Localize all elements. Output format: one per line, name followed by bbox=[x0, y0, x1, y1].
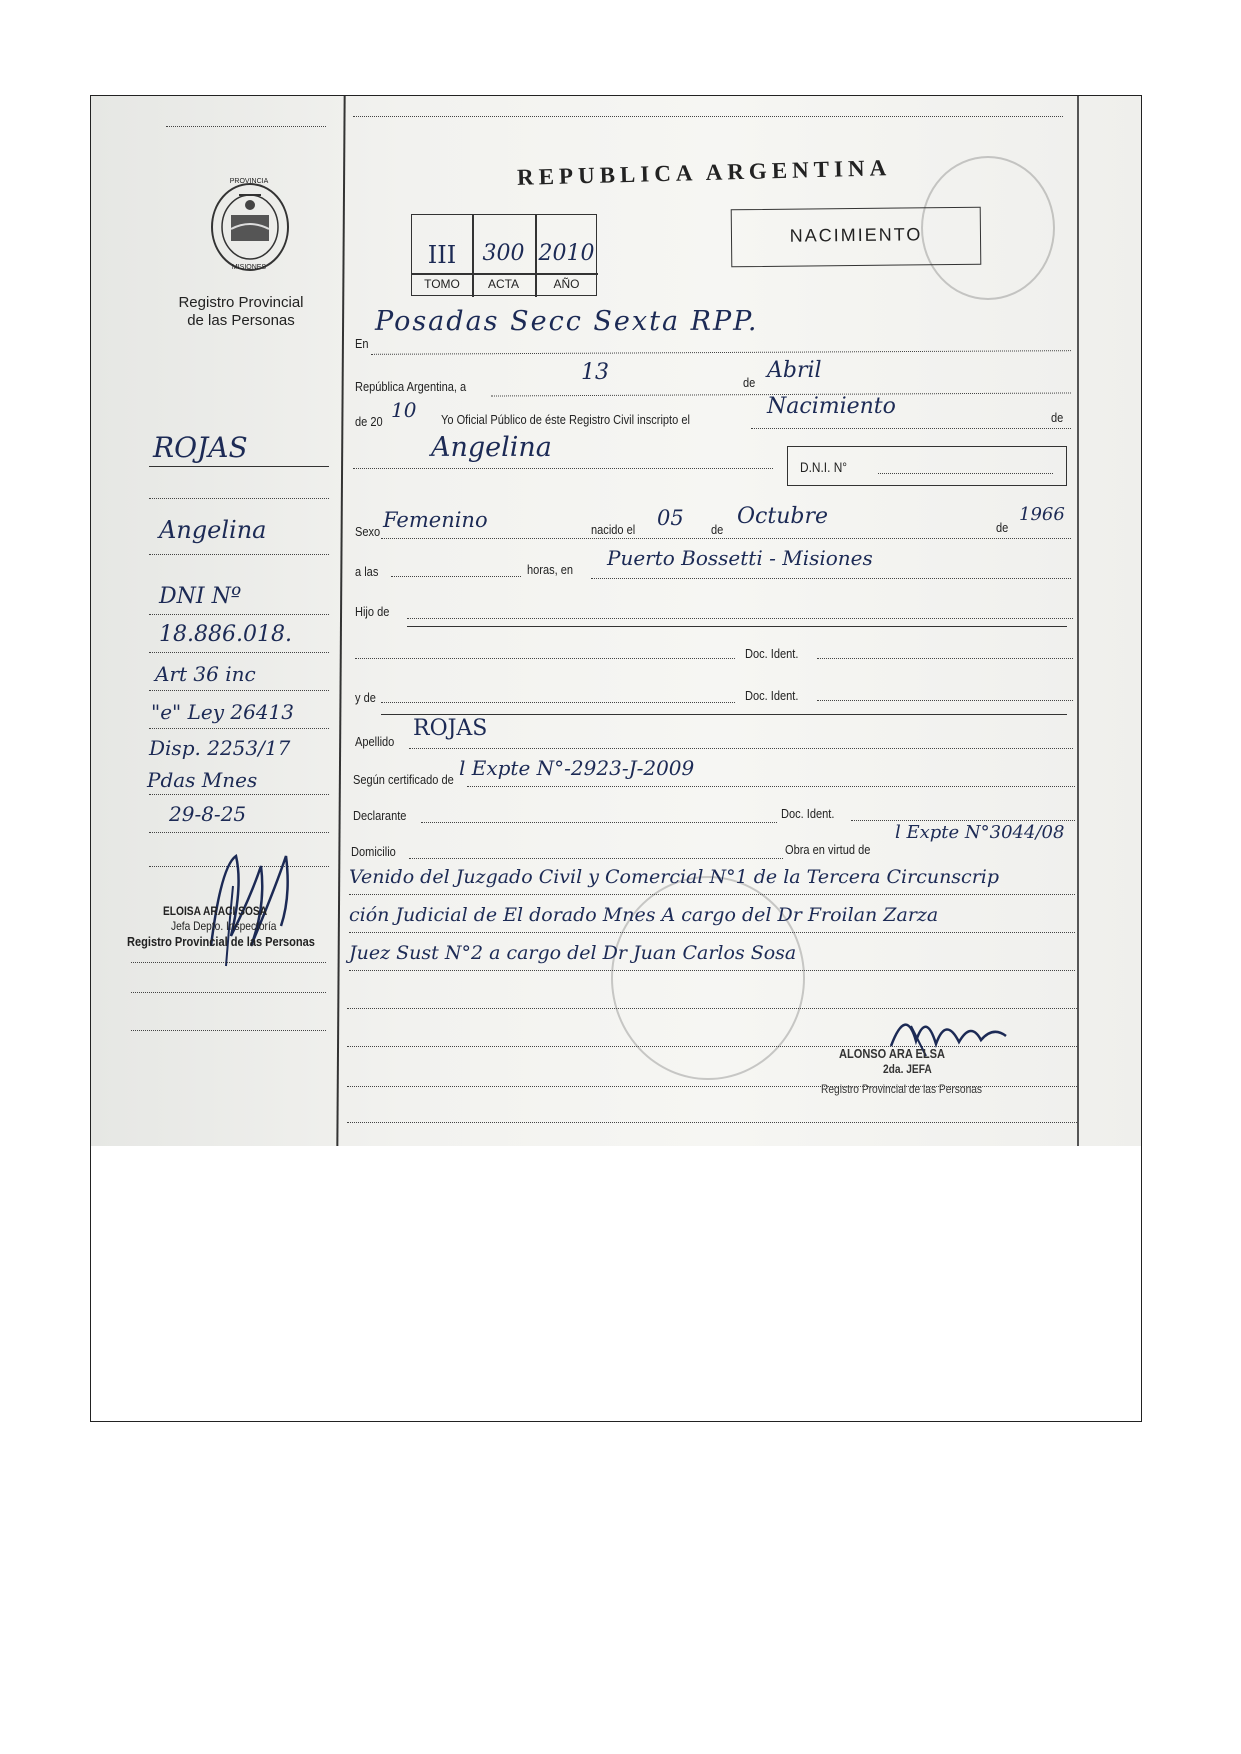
signer-name: ELOISA ARACI SOSA bbox=[163, 904, 268, 918]
sidebar-line-6 bbox=[149, 728, 329, 729]
note-dni: 18.886.018. bbox=[159, 622, 292, 647]
remarks-underline-3 bbox=[349, 970, 1075, 971]
registry-line-1: Registro Provincial bbox=[178, 294, 304, 311]
day-value: 13 bbox=[581, 360, 609, 385]
note-disp: Disp. 2253/17 bbox=[149, 736, 291, 760]
remarks-line-1: Venido del Juzgado Civil y Comercial N°1 de la Tercera Circunscrip bbox=[349, 866, 1000, 888]
sidebar-line-4 bbox=[149, 652, 329, 653]
signer-role: Jefa Depto. Inspectoría bbox=[171, 919, 277, 933]
stamp-role: 2da. JEFA bbox=[883, 1062, 932, 1076]
registry-line-2: de las Personas bbox=[187, 312, 295, 329]
month-value: Abril bbox=[767, 358, 822, 383]
seal-text-top: PROVINCIA bbox=[229, 178, 269, 185]
remarks-line-2: ción Judicial de El dorado Mnes A cargo del Dr Froilan Zarza bbox=[349, 904, 939, 926]
note-date: 29-8-25 bbox=[169, 802, 247, 826]
domicilio-label: Domicilio bbox=[351, 844, 396, 859]
doc-ident-line-3 bbox=[851, 820, 1075, 821]
segun-line bbox=[467, 786, 1075, 787]
obra-label: Obra en virtud de bbox=[785, 842, 871, 857]
sidebar-line-5 bbox=[149, 690, 329, 691]
sidebar-line-2 bbox=[149, 554, 329, 555]
yde-line bbox=[381, 702, 735, 703]
birth-month: Octubre bbox=[737, 504, 828, 529]
dni-box bbox=[787, 446, 1067, 486]
sidebar-line-10 bbox=[131, 962, 326, 963]
month-de-label: de bbox=[743, 375, 756, 390]
segun-value: l Expte N°-2923-J-2009 bbox=[459, 756, 695, 780]
note-surname-underline bbox=[149, 466, 329, 467]
sidebar-line-11 bbox=[131, 992, 326, 993]
acta-label: ACTA bbox=[487, 277, 520, 291]
tomo-value: III bbox=[427, 241, 457, 269]
signer-org: Registro Provincial de las Personas bbox=[127, 934, 315, 949]
sexo-line bbox=[381, 538, 1071, 539]
nacido-label: nacido el bbox=[591, 522, 636, 537]
birth-day: 05 bbox=[657, 506, 684, 530]
stamp-org: Registro Provincial de las Personas bbox=[821, 1082, 983, 1096]
alas-label: a las bbox=[355, 564, 379, 579]
horas-label: horas, en bbox=[527, 562, 574, 577]
apellido-line bbox=[409, 748, 1073, 749]
sidebar-line-12 bbox=[131, 1030, 326, 1031]
note-place: Pdas Mnes bbox=[147, 768, 258, 792]
record-type-box bbox=[731, 207, 982, 268]
anio-value: 2010 bbox=[538, 241, 595, 266]
segun-label: Según certificado de bbox=[353, 772, 454, 787]
de20-label: de 20 bbox=[355, 414, 383, 429]
hijo-solid-line bbox=[407, 626, 1067, 627]
dni-line bbox=[878, 473, 1053, 474]
de-label-3: de bbox=[1051, 410, 1064, 425]
note-surname: ROJAS bbox=[153, 431, 248, 464]
remarks-underline-2 bbox=[349, 932, 1075, 933]
country-title: REPUBLICA ARGENTINA bbox=[516, 155, 892, 190]
domicilio-line bbox=[409, 858, 783, 859]
anio-label: AÑO bbox=[553, 277, 580, 291]
record-type: NACIMIENTO bbox=[789, 224, 923, 246]
doc-line-1 bbox=[355, 658, 735, 659]
document-frame bbox=[90, 95, 1142, 1422]
apellido-label: Apellido bbox=[355, 734, 395, 749]
remarks-underline-7 bbox=[347, 1122, 1077, 1123]
dni-label: D.N.I. N° bbox=[800, 459, 848, 475]
note-name: Angelina bbox=[159, 516, 267, 544]
sidebar-line-7 bbox=[149, 794, 329, 795]
obra-value: l Expte N°3044/08 bbox=[895, 822, 1065, 843]
sexo-value: Femenino bbox=[383, 508, 488, 532]
sidebar-signature bbox=[191, 826, 311, 976]
doc-ident-line-1 bbox=[817, 658, 1073, 659]
declarante-label: Declarante bbox=[353, 808, 407, 823]
misiones-seal-icon bbox=[209, 181, 291, 273]
alas-line bbox=[391, 576, 521, 577]
sidebar-line-3 bbox=[149, 614, 329, 615]
sexo-label: Sexo bbox=[355, 524, 381, 539]
place-value: Puerto Bossetti - Misiones bbox=[607, 546, 873, 570]
en-value: Posadas Secc Sexta RPP. bbox=[375, 306, 759, 337]
yde-label: y de bbox=[355, 690, 376, 705]
apellido-value: ROJAS bbox=[413, 716, 488, 741]
place-line bbox=[591, 578, 1071, 579]
year-value: 10 bbox=[391, 398, 417, 422]
tomo-label: TOMO bbox=[424, 277, 460, 291]
note-art: Art 36 inc bbox=[155, 662, 256, 686]
birth-de-label: de bbox=[711, 522, 724, 537]
oficial-label: Yo Oficial Público de éste Registro Civil inscripto el bbox=[441, 412, 690, 427]
inscripto-value: Nacimiento bbox=[767, 394, 896, 419]
republica-label: República Argentina, a bbox=[355, 379, 467, 394]
note-ley: "e" Ley 26413 bbox=[151, 700, 294, 724]
acta-value: 300 bbox=[482, 241, 525, 266]
remarks-underline-1 bbox=[349, 894, 1075, 895]
en-label: En bbox=[355, 336, 369, 351]
doc-ident-label-3: Doc. Ident. bbox=[781, 806, 835, 821]
doc-ident-label-1: Doc. Ident. bbox=[745, 646, 799, 661]
name-line bbox=[353, 468, 773, 469]
yde-solid-line bbox=[381, 714, 1067, 715]
registry-number-box bbox=[411, 214, 597, 296]
doc-ident-line-2 bbox=[817, 700, 1073, 701]
en-line bbox=[371, 350, 1071, 355]
name-value: Angelina bbox=[431, 432, 552, 463]
note-dni-label: DNI Nº bbox=[159, 584, 242, 609]
right-edge-line bbox=[1077, 96, 1079, 1146]
sidebar-top-line bbox=[166, 126, 326, 127]
hijo-label: Hijo de bbox=[355, 604, 390, 619]
sidebar-line-1 bbox=[149, 498, 329, 499]
form-top-line bbox=[353, 116, 1063, 117]
declarante-line bbox=[421, 822, 777, 823]
stamp-name: ALONSO ARA ELSA bbox=[839, 1046, 946, 1061]
seal-text-bottom: MISIONES bbox=[231, 264, 267, 271]
hijo-line bbox=[407, 618, 1073, 619]
certificate-photo bbox=[91, 96, 1141, 1146]
birth-year: 1966 bbox=[1019, 504, 1065, 525]
remarks-line-3: Juez Sust N°2 a cargo del Dr Juan Carlos Sosa bbox=[349, 942, 797, 964]
doc-ident-label-2: Doc. Ident. bbox=[745, 688, 799, 703]
oficial-line bbox=[751, 428, 1071, 429]
column-divider bbox=[336, 96, 345, 1146]
birth-de20-label: de bbox=[996, 520, 1009, 535]
